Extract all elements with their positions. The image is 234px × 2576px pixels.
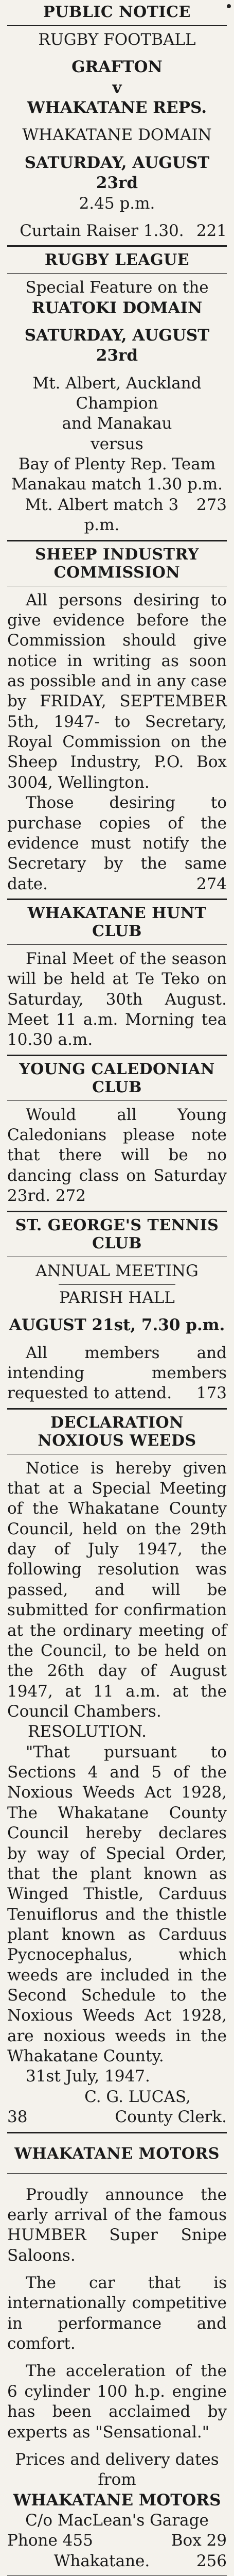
- bay-of-plenty: Bay of Plenty Rep. Team: [18, 455, 216, 474]
- caledonian-heading: YOUNG CALEDONIAN CLUB: [19, 1060, 215, 1096]
- whakatane-motors: WHAKATANE MOTORS: [13, 2490, 221, 2510]
- versus: versus: [91, 434, 143, 453]
- saturday-august-23: SATURDAY, AUGUST 23rd: [24, 153, 210, 193]
- town-row: [7, 2551, 227, 2571]
- annual-meeting: ANNUAL MEETING: [35, 1261, 199, 1280]
- phone: Phone 455: [7, 2531, 93, 2550]
- sheep-heading-2: COMMISSION: [53, 563, 181, 582]
- ad-number: 38: [7, 2108, 28, 2127]
- ruatoki-domain: RUATOKI DOMAIN: [31, 298, 203, 317]
- manakau-match: Manakau match 1.30 p.m.: [11, 475, 223, 494]
- grafton: GRAFTON: [71, 58, 163, 77]
- box: Box 29: [171, 2531, 227, 2550]
- divider: [7, 1100, 227, 1101]
- and-manakau: and Manakau: [62, 414, 172, 433]
- saturday-august-23: SATURDAY, AUGUST 23rd: [24, 326, 210, 365]
- town: Whakatane.: [53, 2551, 150, 2570]
- rugby-league-heading: RUGBY LEAGUE: [44, 251, 190, 269]
- meeting-date: AUGUST 21st, 7.30 p.m.: [9, 1316, 225, 1335]
- tennis-paragraph: All members and intending members requested to attend. 173: [7, 1343, 227, 1404]
- divider: [7, 245, 227, 247]
- curtain-raiser-row: [7, 221, 227, 241]
- weeds-heading: DECLARATION NOXIOUS WEEDS: [38, 1413, 196, 1450]
- divider: [7, 2173, 227, 2174]
- maclean-garage: C/o MacLean's Garage: [25, 2511, 209, 2530]
- mt-albert-match-row: [7, 495, 227, 536]
- prices-delivery: Prices and delivery dates from: [15, 2450, 219, 2489]
- divider: [7, 1055, 227, 1056]
- ad-number: 173: [196, 1384, 227, 1403]
- public-notice-heading: PUBLIC NOTICE: [43, 3, 191, 21]
- versus: v: [112, 78, 122, 97]
- ad-number: 274: [196, 874, 227, 893]
- ad-number: 256: [196, 2551, 227, 2570]
- hunt-paragraph: Final Meet of the season will be held at Te Teko on Saturday, 30th August. Meet 11 a.m. Morning tea 10.30 a.m.: [7, 949, 227, 1049]
- mt-albert: Mt. Albert, Auckland Champion: [32, 374, 202, 413]
- whakatane-domain: WHAKATANE DOMAIN: [22, 126, 212, 145]
- phone-row: [7, 2531, 227, 2551]
- divider: [7, 540, 227, 541]
- sheep-heading: SHEEP INDUSTRY: [35, 545, 199, 564]
- rugby-football: RUGBY FOOTBALL: [38, 30, 196, 49]
- motors-heading: WHAKATANE MOTORS: [14, 2144, 220, 2163]
- weeds-sign-row: [7, 2107, 227, 2127]
- divider: [7, 899, 227, 900]
- divider: [59, 1284, 175, 1285]
- caledonian-paragraph: Would all Young Caledonians please note that there will be no dancing class on Saturday 23rd. 272: [7, 1105, 227, 1206]
- divider: [7, 1408, 227, 1410]
- weeds-paragraph-1: Notice is hereby given that at a Special Meeting of the Whakatane County Council, held on the 29th day of July 1947, the following resolution was passed, and will be submitted for confirmation at the ordinary meeting of the Council, to be held on the 26th day of August 1947, at 11 a.m. at the Council Chambers.: [7, 1459, 227, 1721]
- ad-number: 273: [196, 495, 227, 514]
- divider: [7, 25, 227, 26]
- curtain-raiser: Curtain Raiser 1.30.: [20, 221, 184, 240]
- weeds-date: 31st July, 1947.: [26, 2067, 150, 2086]
- weeds-signer: C. G. LUCAS,: [84, 2087, 191, 2106]
- ad-number: 221: [196, 221, 227, 240]
- whakatane-reps: WHAKATANE REPS.: [27, 98, 207, 117]
- motors-paragraph-2: The car that is internationally competitive in performance and comfort.: [7, 2273, 227, 2353]
- motors-paragraph-1: Proudly announce the early arrival of the famous HUMBER Super Snipe Saloons.: [7, 2185, 227, 2265]
- sheep-paragraph-2: Those desiring to purchase copies of the evidence must notify the Secretary by the same date. 274: [7, 793, 227, 894]
- divider: [7, 944, 227, 945]
- hunt-heading: WHAKATANE HUNT CLUB: [27, 904, 207, 940]
- mt-albert-match: Mt. Albert match 3 p.m.: [25, 495, 179, 535]
- divider: [7, 2132, 227, 2133]
- divider: [7, 1211, 227, 1212]
- motors-paragraph-3: The acceleration of the 6 cylinder 100 h.p. engine has been acclaimed by experts as "Sensational.": [7, 2362, 227, 2442]
- weeds-paragraph-2: "That pursuant to Sections 4 and 5 of the Noxious Weeds Act 1928, The Whakatane County Council hereby declares by way of Special Order, that the plant known as Winged Thistle, Carduus Tenuiflorus and the thistle plant known as Carduus Pycnocephalus, which weeds are included in the Second Schedule to the Noxious Weeds Act 1928, are noxious weeds in the Whakatane County.: [7, 1742, 227, 2066]
- special-feature: Special Feature on the: [25, 278, 209, 297]
- kickoff-time: 2.45 p.m.: [79, 194, 155, 213]
- divider: [7, 273, 227, 274]
- county-clerk: County Clerk.: [115, 2108, 227, 2127]
- tennis-heading: ST. GEORGE'S TENNIS CLUB: [15, 1216, 219, 1252]
- resolution-label: RESOLUTION.: [28, 1722, 147, 1741]
- ink-dot: [227, 4, 231, 8]
- parish-hall: PARISH HALL: [59, 1288, 175, 1307]
- sheep-paragraph-1: All persons desiring to give evidence before the Commission should give notice in writing as soon as possible and in any case by FRIDAY, SEPTEMBER 5th, 1947- to Secretary, Royal Commission on the Sheep Industry, P.O. Box 3004, Wellington.: [7, 590, 227, 792]
